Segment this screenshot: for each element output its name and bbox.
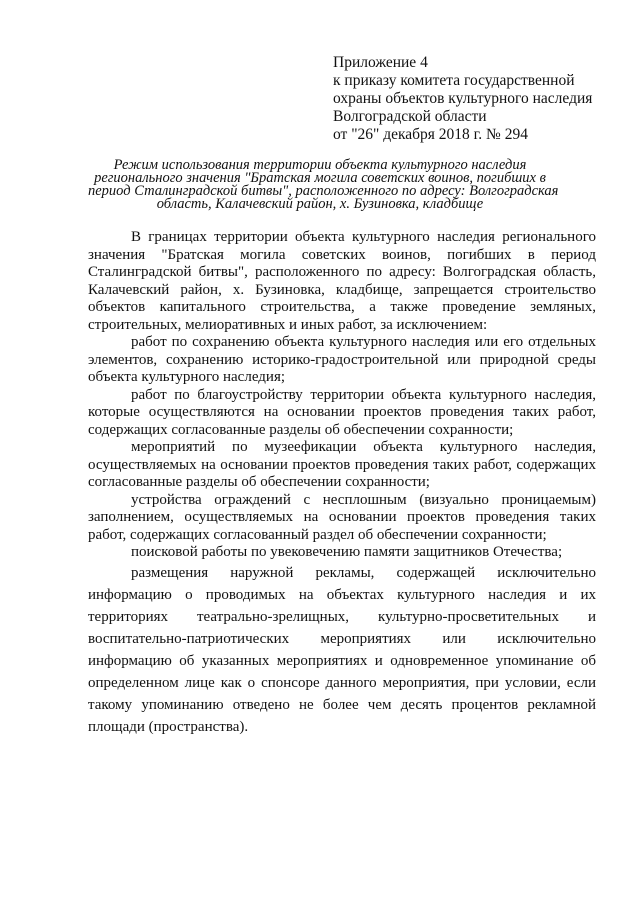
body-paragraph-item: размещения наружной рекламы, содержащей исключительно информацию о проводимых на объектах культурного наследия и их территориях театрально-зрелищных, культурно-просветительных и воспитательно-патриотических мероприятиях или исключительно информацию об указанных мероприятиях и одновременное упоминание об определенном лице как о спонсоре данного мероприятия, при условии, если такому упоминанию отведено не более чем десять процентов рекламной площади (пространства). xyxy=(88,564,596,735)
appendix-line: охраны объектов культурного наследия xyxy=(333,90,593,107)
body-paragraph-item: устройства ограждений с несплошным (визуально проницаемым) заполнением, осуществляемых на основании проектов проведения таких работ, содержащих согласованный раздел об обеспечении сохранности; xyxy=(88,491,596,543)
appendix-line: Волгоградской области xyxy=(333,108,487,125)
document-body xyxy=(88,229,596,738)
title-line: Режим использования территории объекта культурного наследия xyxy=(113,157,527,173)
appendix-line: к приказу комитета государственной xyxy=(333,72,575,89)
body-paragraph-item: мероприятий по музеефикации объекта культурного наследия, осуществляемых на основании проектов проведения таких работ, содержащих согласованные разделы об обеспечении сохранности; xyxy=(88,439,596,490)
body-paragraph-intro: В границах территории объекта культурного наследия регионального значения "Братская могила советских воинов, погибших в период Сталинградской битвы", расположенного по адресу: Волгоградская область, Калачевский район, х. Бузиновка, кладбище, запрещается строительство объектов капитального строительства, а также проведение земляных, строительных, мелиоративных и иных работ, за исключением: xyxy=(88,229,596,333)
body-paragraph-item: работ по благоустройству территории объекта культурного наследия, которые осуществляются на основании проектов проведения таких работ, содержащих согласованные разделы об обеспечении сохранности; xyxy=(88,386,596,438)
appendix-line: от "26" декабря 2018 г. № 294 xyxy=(333,126,528,143)
appendix-header xyxy=(333,54,592,144)
title-line: период Сталинградской битвы", расположенного по адресу: Волгоградская xyxy=(88,183,559,199)
title-line: регионального значения "Братская могила советских воинов, погибших в xyxy=(94,170,546,186)
appendix-line: Приложение 4 xyxy=(333,54,428,71)
body-paragraph-item: поисковой работы по увековечению памяти защитников Отечества; xyxy=(131,544,563,560)
body-paragraph-item: работ по сохранению объекта культурного наследия или его отдельных элементов, сохранению историко-градостроительной или природной среды объекта культурного наследия; xyxy=(88,334,596,385)
title-line: область, Калачевский район, х. Бузиновка, кладбище xyxy=(156,196,484,212)
document-title xyxy=(88,157,559,212)
